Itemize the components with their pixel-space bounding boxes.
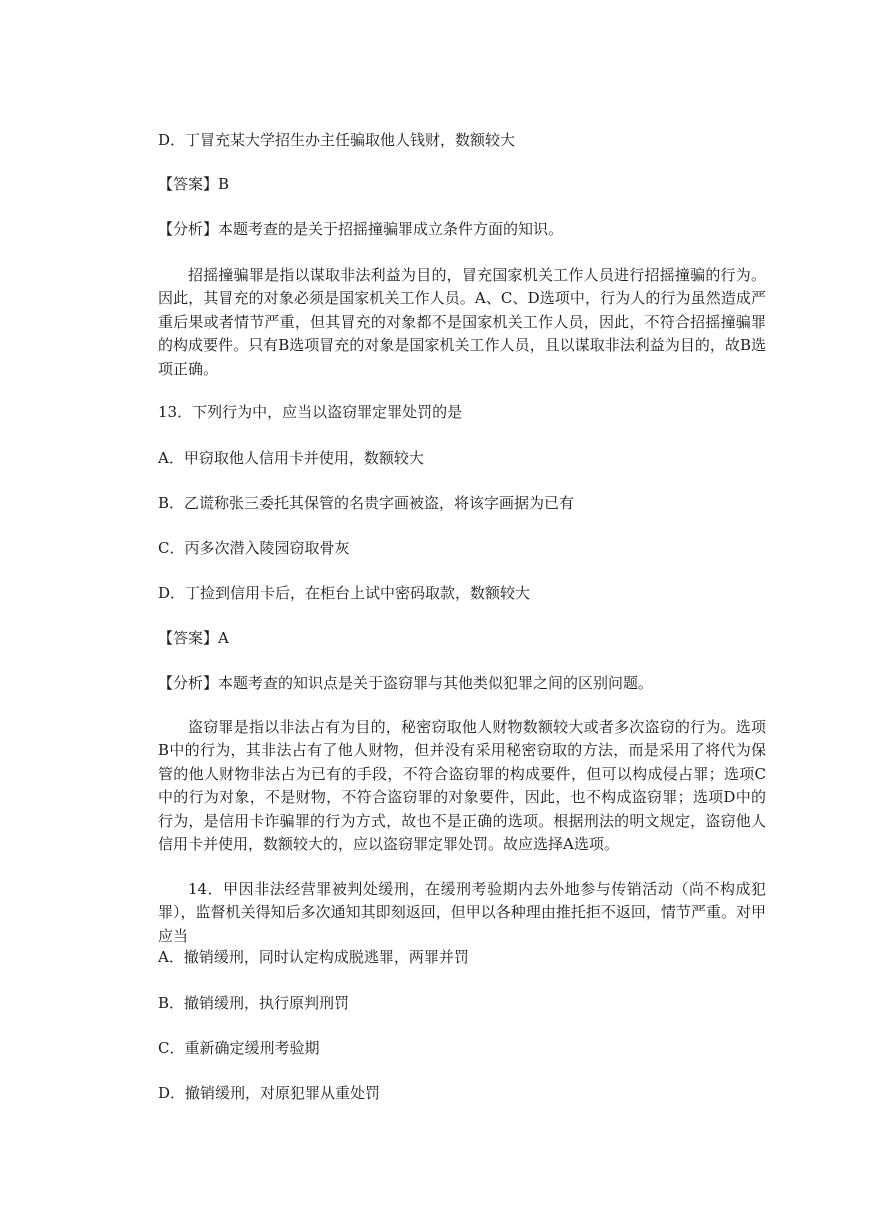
option-d-q12: D．丁冒充某大学招生办主任骗取他人钱财，数额较大 (158, 131, 516, 149)
analysis-paragraph-q12: 招摇撞骗罪是指以谋取非法利益为目的，冒充国家机关工作人员进行招摇撞骗的行为。因此，其冒充的对象必须是国家机关工作人员。A、C、D选项中，行为人的行为虽然造成严重后果或者情节严重，但其冒充的对象都不是国家机关工作人员，因此，不符合招摇撞骗罪的构成要件。只有B选项冒充的对象是国家机关工作人员，且以谋取非法利益为目的，故B选项正确。 (158, 266, 766, 378)
option-d-q13: D．丁捡到信用卡后，在柜台上试中密码取款，数额较大 (158, 584, 531, 602)
option-b-q14: B．撤销缓刑，执行原判刑罚 (158, 994, 350, 1012)
option-a-q13: A．甲窃取他人信用卡并使用，数额较大 (158, 449, 424, 467)
question-13: 13．下列行为中，应当以盗窃罪定罪处罚的是 (158, 403, 463, 421)
option-d-q14: D．撤销缓刑，对原犯罪从重处罚 (158, 1084, 381, 1102)
option-c-q13: C．丙多次潜入陵园窃取骨灰 (158, 539, 350, 557)
option-a-q14: A．撤销缓刑，同时认定构成脱逃罪，两罪并罚 (158, 948, 469, 966)
analysis-heading-q12: 【分析】本题考查的是关于招摇撞骗罪成立条件方面的知识。 (158, 220, 564, 238)
analysis-paragraph-q13: 盗窃罪是指以非法占有为目的，秘密窃取他人财物数额较大或者多次盗窃的行为。选项B中的行为，其非法占有了他人财物，但并没有采用秘密窃取的方法，而是采用了将代为保管的他人财物非法占为已有的手段，不符合盗窃罪的构成要件，但可以构成侵占罪；选项C中的行为对象，不是财物，不符合盗窃罪的对象要件，因此，也不构成盗窃罪；选项D中的行为，是信用卡诈骗罪的行为方式，故也不是正确的选项。根据刑法的明文规定，盗窃他人信用卡并使用，数额较大的，应以盗窃罪定罪处罚。故应选择A选项。 (158, 718, 766, 854)
answer-q13: 【答案】A (158, 629, 229, 647)
option-c-q14: C．重新确定缓刑考验期 (158, 1039, 320, 1057)
option-b-q13: B．乙谎称张三委托其保管的名贵字画被盗，将该字画据为已有 (158, 494, 575, 512)
question-14: 14．甲因非法经营罪被判处缓刑，在缓刑考验期内去外地参与传销活动（尚不构成犯罪），监督机关得知后多次通知其即刻返回，但甲以各种理由推托拒不返回，情节严重。对甲应当 (158, 880, 766, 945)
analysis-heading-q13: 【分析】本题考查的知识点是关于盗窃罪与其他类似犯罪之间的区别问题。 (158, 674, 654, 692)
answer-q12: 【答案】B (158, 175, 230, 193)
